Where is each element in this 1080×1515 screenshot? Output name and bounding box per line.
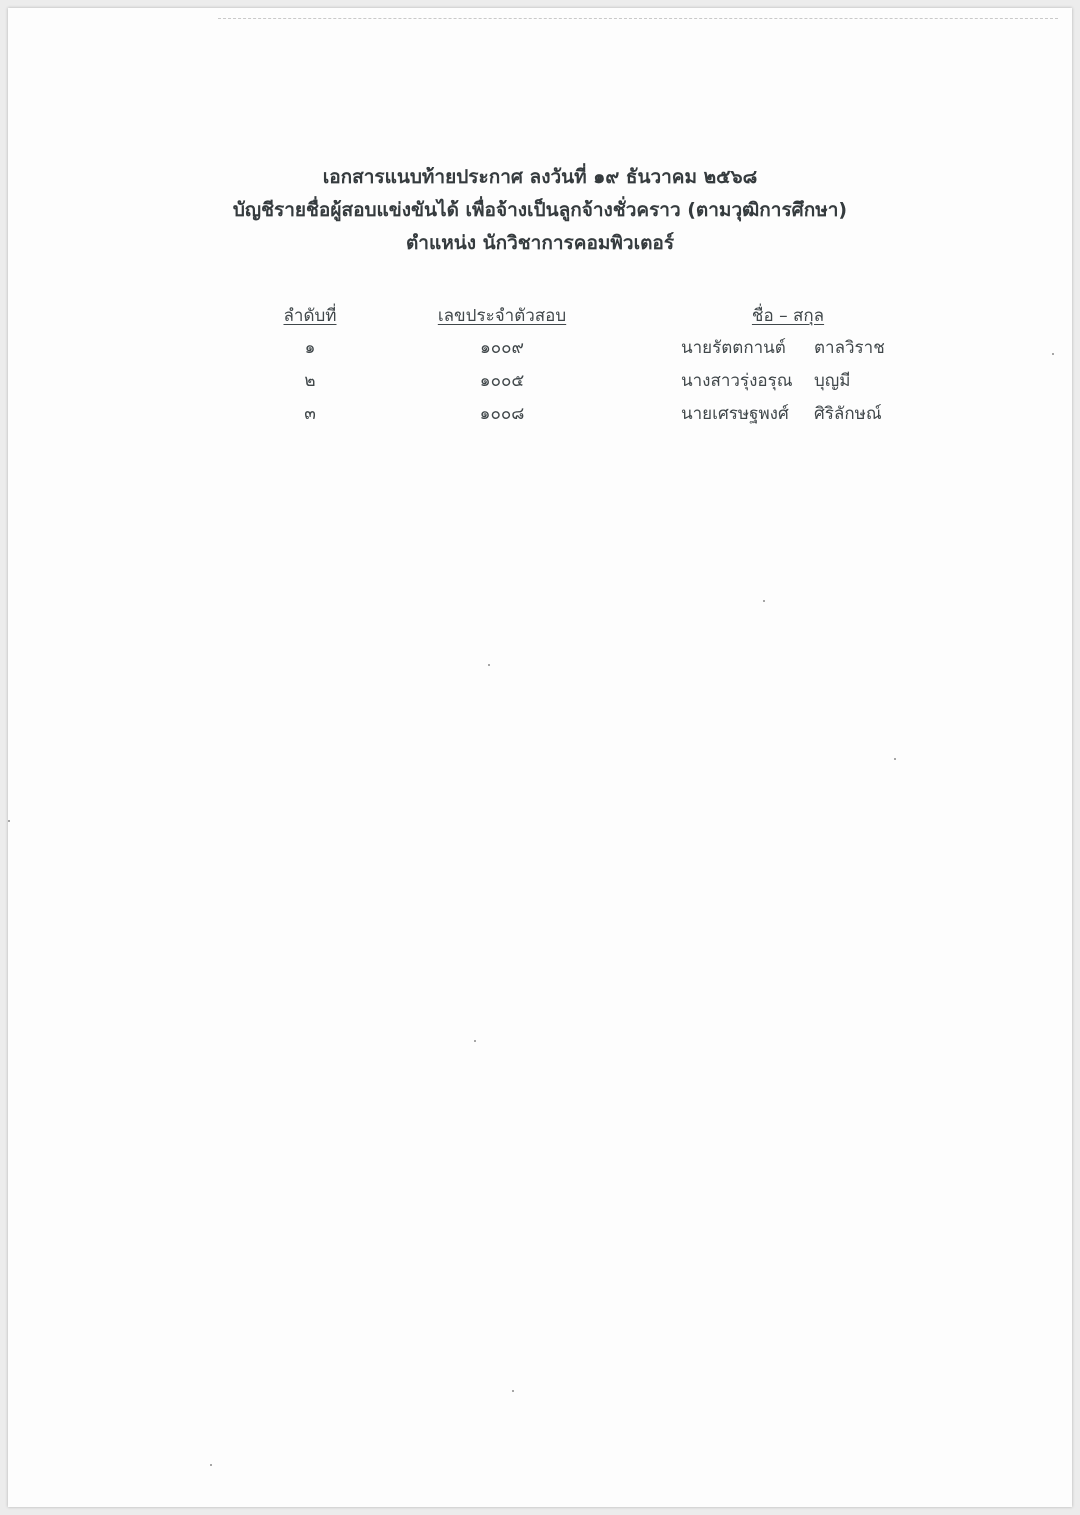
row-2-last-name: บุญมี	[814, 371, 851, 391]
scan-speck	[894, 758, 896, 760]
document-title-line-3: ตำแหน่ง นักวิชาการคอมพิวเตอร์	[405, 232, 675, 254]
document-title-line-1: เอกสารแนบท้ายประกาศ ลงวันที่ ๑๙ ธันวาคม ๒๕๖๘	[322, 166, 758, 188]
row-1-first-name: นายรัตตกานต์	[681, 338, 786, 358]
scan-speck	[488, 664, 490, 666]
document-page	[8, 8, 1072, 1507]
row-3-seq: ๓	[304, 404, 316, 424]
row-1-seq: ๑	[304, 338, 316, 358]
row-3-last-name: ศิริลักษณ์	[814, 404, 882, 424]
row-2-seq: ๒	[304, 371, 316, 391]
row-1-last-name: ตาลวิราช	[814, 338, 885, 358]
scan-speck	[1052, 353, 1054, 355]
row-3-exam-id: ๑๐๐๘	[479, 404, 525, 424]
header-seq: ลำดับที่	[283, 306, 337, 326]
scan-speck	[474, 1040, 476, 1042]
row-2-first-name: นางสาวรุ่งอรุณ	[681, 371, 793, 391]
row-3-first-name: นายเศรษฐพงศ์	[681, 404, 789, 424]
document-title-line-2: บัญชีรายชื่อผู้สอบแข่งขันได้ เพื่อจ้างเป็นลูกจ้างชั่วคราว (ตามวุฒิการศึกษา)	[232, 199, 848, 221]
scan-speck	[8, 820, 10, 822]
header-name: ชื่อ – สกุล	[751, 306, 825, 326]
scan-speck	[210, 1464, 212, 1466]
scan-speck	[512, 1390, 514, 1392]
scan-speck	[763, 600, 765, 602]
row-2-exam-id: ๑๐๐๕	[479, 371, 525, 391]
row-1-exam-id: ๑๐๐๙	[480, 338, 524, 358]
header-exam-id: เลขประจำตัวสอบ	[437, 306, 567, 326]
scan-edge-line	[218, 18, 1058, 19]
